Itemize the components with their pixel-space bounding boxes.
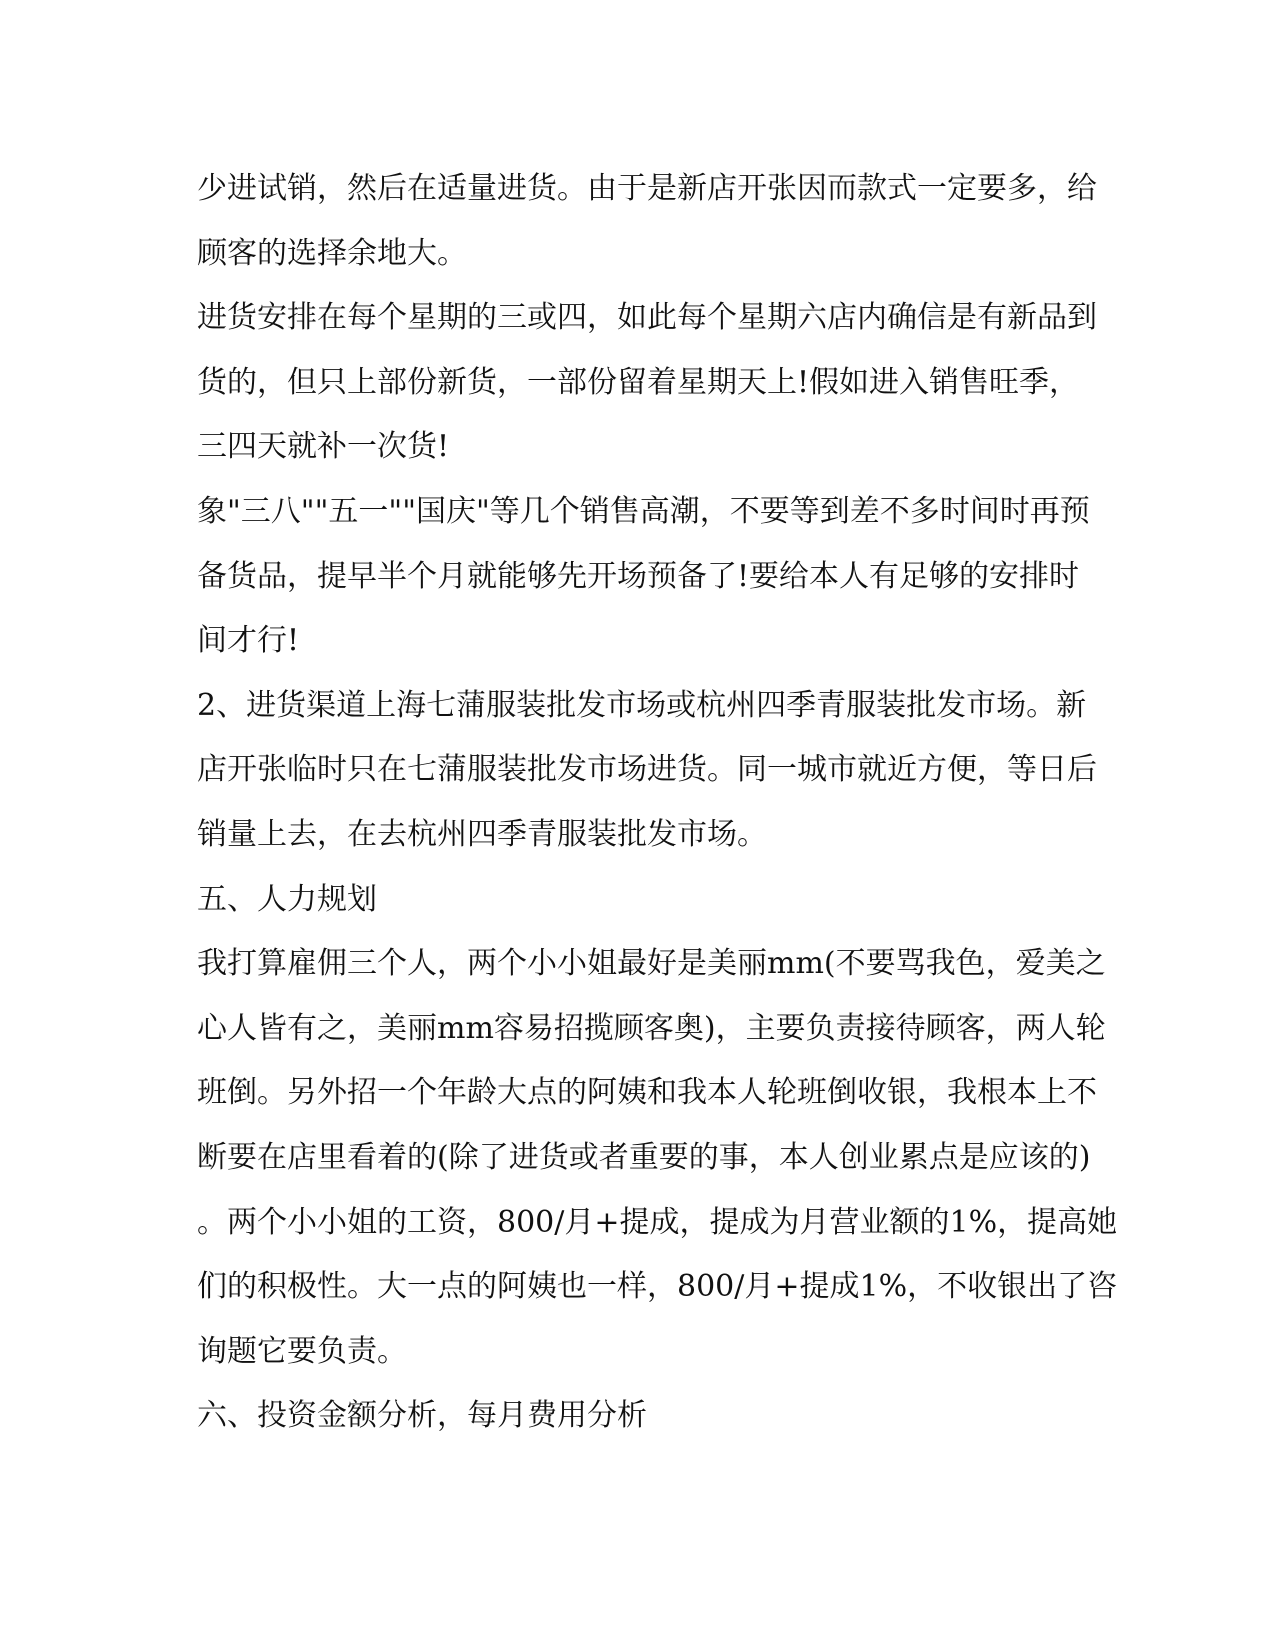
text-line: 询题它要负责。 (197, 1333, 407, 1369)
text-line: 。两个小小姐的工资，800/月+提成，提成为月营业额的1%，提高她 (197, 1204, 1118, 1240)
text-line: 少进试销，然后在适量进货。由于是新店开张因而款式一定要多，给 (197, 171, 1097, 206)
text-line: 顾客的选择余地大。 (197, 235, 467, 271)
text-line: 们的积极性。大一点的阿姨也一样，800/月+提成1%，不收银出了咨 (197, 1269, 1118, 1305)
text-line: 2、进货渠道上海七蒲服装批发市场或杭州四季青服装批发市场。新 (197, 687, 1087, 723)
text-line: 班倒。另外招一个年龄大点的阿姨和我本人轮班倒收银，我根本上不 (197, 1075, 1097, 1111)
text-line: 心人皆有之，美丽mm容易招揽顾客奥)，主要负责接待顾客，两人轮 (197, 1010, 1106, 1046)
text-line: 我打算雇佣三个人，两个小小姐最好是美丽mm(不要骂我色，爱美之 (197, 946, 1106, 982)
document-body (197, 157, 1118, 1449)
text-line: 备货品，提早半个月就能够先开场预备了!要给本人有足够的安排时 (197, 558, 1080, 594)
text-line: 店开张临时只在七蒲服装批发市场进货。同一城市就近方便，等日后 (197, 752, 1097, 788)
text-line: 间才行! (197, 623, 300, 659)
text-line: 销量上去，在去杭州四季青服装批发市场。 (197, 816, 767, 852)
text-line: 货的，但只上部份新货，一部份留着星期天上!假如进入销售旺季， (197, 364, 1080, 400)
text-line: 象"三八""五一""国庆"等几个销售高潮，不要等到差不多时间时再预 (197, 493, 1090, 529)
text-line: 三四天就补一次货! (197, 429, 450, 465)
text-line: 断要在店里看着的(除了进货或者重要的事，本人创业累点是应该的) (197, 1139, 1091, 1175)
text-line: 进货安排在每个星期的三或四，如此每个星期六店内确信是有新品到 (197, 300, 1097, 336)
section-heading: 五、人力规划 (197, 881, 377, 917)
section-heading: 六、投资金额分析，每月费用分析 (197, 1398, 647, 1434)
